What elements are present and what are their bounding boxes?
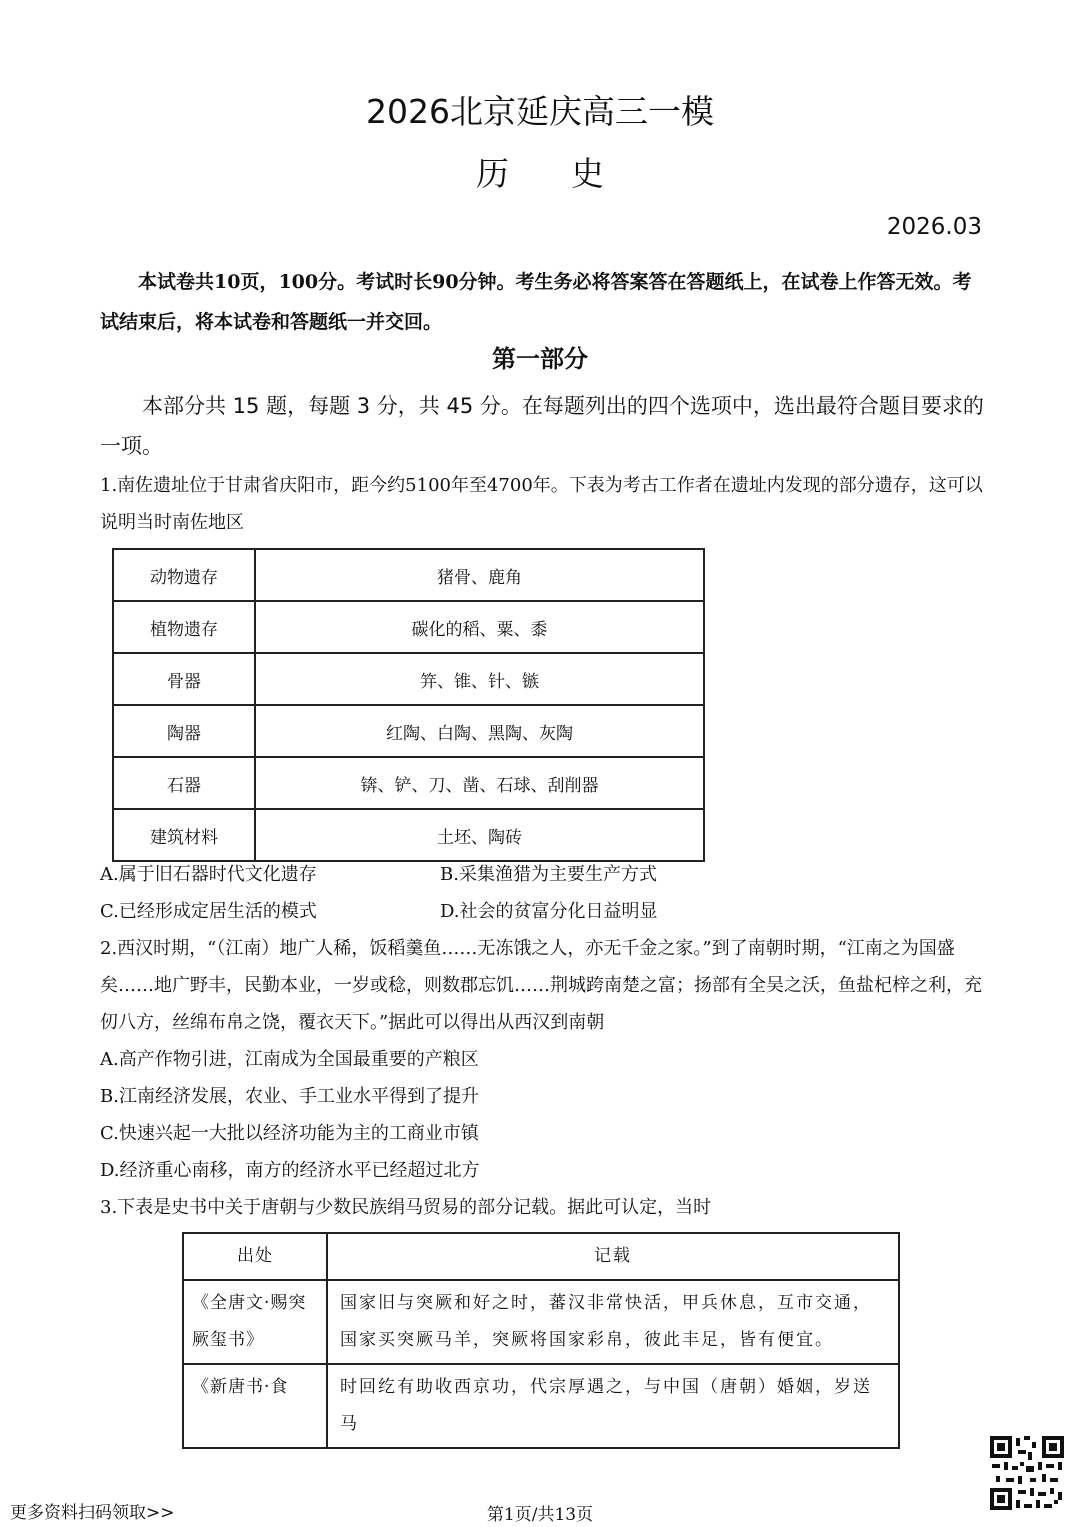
table-header-row <box>183 1233 899 1280</box>
exam-notice: 本试卷共10页，100分。考试时长90分钟。考生务必将答案答在答题纸上，在试卷上作答无效。考试结束后，将本试卷和答题纸一并交回。 <box>100 271 972 333</box>
q1-option-d: D.社会的贫富分化日益明显 <box>440 901 658 922</box>
table-cell: 植物遗存 <box>113 601 255 653</box>
trade-records-table <box>182 1232 900 1449</box>
page-number: 第1页/共13页 <box>486 1505 594 1525</box>
table-row <box>113 601 704 653</box>
table-row <box>113 705 704 757</box>
table-row <box>113 809 704 861</box>
table-cell: 《新唐书·食 <box>183 1364 327 1448</box>
subject-title: 历史 <box>476 154 666 193</box>
table-header-cell: 出处 <box>183 1233 327 1280</box>
table-cell: 土坯、陶砖 <box>255 809 704 861</box>
table-header-cell: 记载 <box>327 1233 899 1280</box>
table-cell: 国家旧与突厥和好之时，蕃汉非常快活，甲兵休息，互市交通，国家买突厥马羊，突厥将国家彩帛，彼此丰足，皆有便宜。 <box>327 1280 899 1364</box>
section-instruction: 本部分共 15 题，每题 3 分，共 45 分。在每题列出的四个选项中，选出最符合题目要求的一项。 <box>100 394 984 458</box>
question-3-stem: 3.下表是史书中关于唐朝与少数民族绢马贸易的部分记载。据此可认定，当时 <box>100 1197 712 1218</box>
table-cell: 锛、铲、刀、凿、石球、刮削器 <box>255 757 704 809</box>
table-cell: 时回纥有助收西京功，代宗厚遇之，与中国（唐朝）婚姻，岁送马 <box>327 1364 899 1448</box>
table-row <box>183 1280 899 1364</box>
footer-scan-prompt: 更多资料扫码领取>> <box>10 1503 175 1523</box>
table-cell: 建筑材料 <box>113 809 255 861</box>
table-cell: 陶器 <box>113 705 255 757</box>
table-row <box>113 757 704 809</box>
table-row <box>183 1364 899 1448</box>
question-1-stem: 1.南佐遗址位于甘肃省庆阳市，距今约5100年至4700年。下表为考古工作者在遗址内发现的部分遗存，这可以说明当时南佐地区 <box>100 475 983 533</box>
table-cell: 动物遗存 <box>113 549 255 601</box>
table-row <box>113 653 704 705</box>
table-cell: 《全唐文·赐突厥玺书》 <box>183 1280 327 1364</box>
table-cell: 红陶、白陶、黑陶、灰陶 <box>255 705 704 757</box>
exam-date: 2026.03 <box>886 214 982 240</box>
q2-option-c: C.快速兴起一大批以经济功能为主的工商业市镇 <box>100 1123 479 1144</box>
table-cell: 碳化的稻、粟、黍 <box>255 601 704 653</box>
table-row <box>113 549 704 601</box>
table-cell: 骨器 <box>113 653 255 705</box>
q1-option-a: A.属于旧石器时代文化遗存 <box>100 864 317 885</box>
question-2-stem: 2.西汉时期，“（江南）地广人稀，饭稻羹鱼……无冻饿之人，亦无千金之家。”到了南朝时期，“江南之为国盛矣……地广野丰，民勤本业，一岁或稔，则数郡忘饥……荆城跨南楚之富；扬部有全吴之沃，鱼盐杞梓之利，充仞八方，丝绵布帛之饶，覆衣天下。”据此可以得出从西汉到南朝 <box>100 938 982 1033</box>
section-title: 第一部分 <box>492 345 588 373</box>
q2-option-d: D.经济重心南移，南方的经济水平已经超过北方 <box>100 1160 480 1181</box>
page-title: 2026北京延庆高三一模 <box>366 92 714 131</box>
relics-table <box>112 548 705 862</box>
q2-option-b: B.江南经济发展，农业、手工业水平得到了提升 <box>100 1086 479 1107</box>
q2-option-a: A.高产作物引进，江南成为全国最重要的产粮区 <box>100 1049 479 1070</box>
q1-option-c: C.已经形成定居生活的模式 <box>100 901 317 922</box>
table-cell: 石器 <box>113 757 255 809</box>
table-cell: 猪骨、鹿角 <box>255 549 704 601</box>
table-cell: 笄、锥、针、镞 <box>255 653 704 705</box>
q1-option-b: B.采集渔猎为主要生产方式 <box>440 864 657 885</box>
